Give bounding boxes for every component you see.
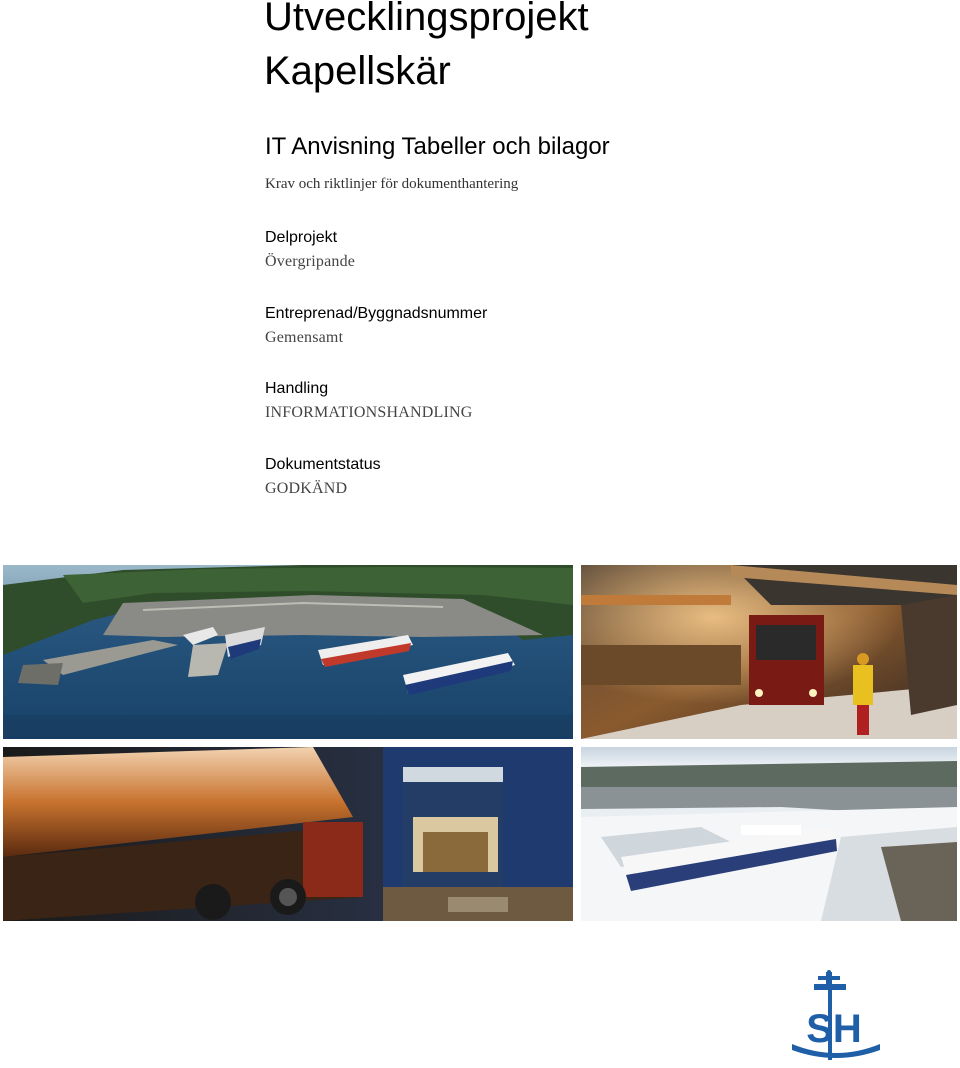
title-line-2: Kapellskär [264,49,451,93]
field-value: Gemensamt [265,329,344,346]
ferry-ramp-photo [581,565,957,739]
sjofartsverket-logo [788,970,884,1062]
document-subtitle: IT Anvisning Tabeller och bilagor [265,133,610,160]
winter-harbor-photo [581,747,957,921]
field-value: Övergripande [265,253,356,270]
document-description: Krav och riktlinjer för dokumenthantering [265,176,519,192]
svg-text:SH: SH [806,1007,862,1051]
title-line-1: Utvecklingsprojekt [264,0,589,39]
field-value: INFORMATIONSHANDLING [265,404,473,421]
field-value: GODKÄND [265,480,348,497]
field-label: Handling [265,380,329,397]
field-label: Delprojekt [265,229,338,246]
field-label: Entreprenad/Byggnadsnummer [265,305,488,322]
tanker-truck-photo [3,747,573,921]
field-label: Dokumentstatus [265,456,381,473]
aerial-port-photo [3,565,573,739]
